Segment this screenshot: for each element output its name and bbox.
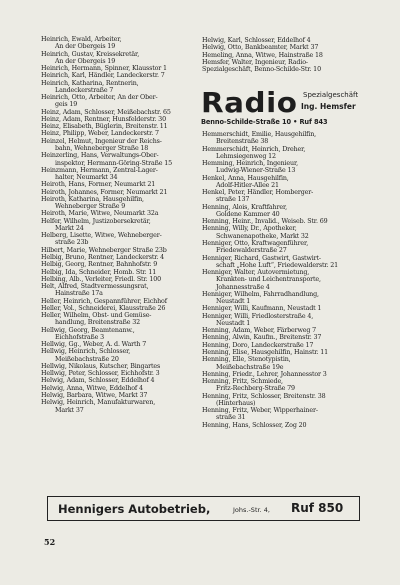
directory-entry-line: Heinrich, Katharina, Rentnerin, <box>41 79 139 87</box>
directory-entry-line: Henning, Doro, Landeckerstraße 17 <box>202 341 314 349</box>
directory-entry-line: halter, Neumarkt 34 <box>55 174 118 182</box>
directory-entry-line: Henkel, Anna, Hausgehilfin, <box>202 174 289 182</box>
directory-entry-line: Heinrich, Karl, Händler, Landeckerstr. 7 <box>41 72 165 80</box>
directory-entry-line: An der Obergeis 19 <box>55 57 116 65</box>
directory-entry-line: Hellwig, Peter, Schlosser, Eichhofstr. 3 <box>41 370 160 378</box>
directory-entry-line: Heiroth, Hans, Former, Neumarkt 21 <box>41 181 156 189</box>
directory-entry-line: Meißebachstraße 19e <box>216 363 284 371</box>
directory-entry-line: Heinzerling, Hans, Verwaltungs-Ober- <box>41 152 159 160</box>
autobetrieb-ad-name: Hennigers Autobetrieb, <box>58 502 211 516</box>
directory-entry-line: Henning, Elle, Stenotypistin, <box>202 356 291 364</box>
directory-entry-line: Adolf-Hitler-Allee 21 <box>216 181 279 189</box>
directory-entry-line: Hemeling, Anna, Witwe, Hainstraße 18 <box>202 51 323 59</box>
autobetrieb-ad-address: Johs.-Str. 4, <box>233 506 270 514</box>
directory-entry-line: Breitenstraße 38 <box>216 138 269 146</box>
autobetrieb-ad-phone: Ruf 850 <box>291 501 344 515</box>
directory-entry-line: Helwig, Barbara, Witwe, Markt 37 <box>41 392 148 400</box>
radio-ad-address: Benno-Schilde-Straße 10 • Ruf 843 <box>201 118 328 126</box>
directory-entry-line: Helbig, Bruno, Rentner, Landeckerstr. 4 <box>41 253 165 261</box>
directory-entry-line: Heinzel, Helmut, Ingenieur der Reichs- <box>41 137 162 145</box>
directory-entry-line: Heinz, Philipp, Weber, Landeckerstr. 7 <box>41 130 159 138</box>
directory-entry-line: straße 23b <box>55 239 89 247</box>
directory-entry-line: Henning, Alois, Kraftfahrer, <box>202 203 288 211</box>
directory-entry-line: Heinrich, Ewald, Arbeiter, <box>41 36 122 43</box>
directory-entry-line: Heinrich, Hermann, Spinner, Klausstor 1 <box>41 65 167 73</box>
directory-entry-line: Hainstraße 17a <box>55 290 103 298</box>
directory-entry-line: schaft „Hohe Luft“, Friedewalderstr. 21 <box>216 261 339 269</box>
directory-entry-line: Henning, Fritz, Schmiede, <box>202 378 283 386</box>
directory-entry-line: Henniger, Walter, Autovermietung, <box>202 269 310 277</box>
directory-entry-line: Henning, Adam, Weber, Färberweg 7 <box>202 327 317 335</box>
directory-entry-line: Neustadt 1 <box>216 319 251 327</box>
directory-entry-line: Lehmsiegenweg 12 <box>216 152 276 160</box>
directory-entry-line: Hellwig, Gg., Weber, A. d. Warth 7 <box>41 341 147 349</box>
directory-entry-line: Henning, Fritz, Schlosser, Breitenstr. 38 <box>202 392 326 400</box>
right-column-bottom <box>202 131 362 429</box>
directory-entry-line: Helfer, Wilhelm, Justizobersekretär, <box>41 217 151 225</box>
directory-entry-line: Heller, Vol., Schneiderei, Klausstraße 26 <box>41 304 166 312</box>
directory-entry-line: Heinrich, Otto, Arbeiter, An der Ober- <box>41 94 158 102</box>
directory-entry-line: Heiroth, Johannes, Former, Neumarkt 21 <box>41 188 168 196</box>
directory-entry-line: Goldene Kammer 40 <box>216 210 280 218</box>
directory-entry-line: handlung, Breitenstraße 32 <box>55 319 140 327</box>
directory-entry-line: Helwig, Adam, Schlosser, Eddelhof 4 <box>41 377 155 385</box>
radio-ad-subtitle: Spezialgeschäft <box>303 91 359 99</box>
page-number: 52 <box>44 537 56 547</box>
directory-entry-line: Hemmerschidt, Emilie, Hausgehilfin, <box>202 131 317 138</box>
directory-entry-line: Helwig, Karl, Schlosser, Eddelhof 4 <box>202 37 311 44</box>
directory-entry-line: Henning, Willy, Dr., Apotheker, <box>202 225 297 233</box>
radio-advertisement <box>201 87 361 129</box>
radio-ad-owner: Ing. Hemsfer <box>301 102 356 111</box>
directory-entry-line: An der Obergeis 19 <box>55 43 116 51</box>
directory-entry-line: Hemsfer, Walter, Ingenieur, Radio- <box>202 58 308 66</box>
directory-entry-line: Landeckerstraße 7 <box>55 86 114 94</box>
directory-entry-line: Henning, Heinr., Invalid., Weiseb. Str. 69 <box>202 218 328 226</box>
right-column-top <box>202 37 362 73</box>
directory-entry-line: Hilbert, Marie, Wehneberger Straße 23b <box>41 246 167 254</box>
directory-entry-line: Markt 24 <box>55 224 84 232</box>
directory-entry-line: Heller, Wilhelm, Obst- und Gemüse- <box>41 312 152 320</box>
directory-entry-line: Henniger, Willi, Friedlosterstraße 4, <box>202 312 314 320</box>
directory-entry-line: Henniger, Richard, Gastwirt, Gastwirt- <box>202 254 321 262</box>
directory-entry-line: Spezialgeschäft, Benno-Schilde-Str. 10 <box>202 66 321 74</box>
directory-entry-line: Henning, Friedr., Lehrer, Johannesstor 3 <box>202 370 327 378</box>
directory-entry-line: Markt 37 <box>55 406 84 414</box>
directory-entry-line: Henniger, Willi, Kaufmann, Neustadt 1 <box>202 305 322 313</box>
directory-entry-line: Heinz, Adam, Rentner, Hunsfelderstr. 30 <box>41 115 166 123</box>
directory-entry-line: straße 31 <box>216 414 246 422</box>
directory-entry-line: Meißebachstraße 20 <box>55 355 119 363</box>
directory-entry-line: Neustadt 1 <box>216 298 251 306</box>
directory-entry-line: Hellwig, Georg, Beamtenanw., <box>41 326 135 334</box>
directory-entry-line: Heiroth, Marie, Witwe, Neumarkt 32a <box>41 210 159 218</box>
directory-entry-line: inspektor, Hermann-Göring-Straße 15 <box>55 159 172 167</box>
directory-entry-line: Hellwig, Nikolaus, Kutscher, Bingartes <box>41 362 161 370</box>
directory-entry-line: Henniger, Otto, Kraftwagenführer, <box>202 239 309 247</box>
directory-entry-line: Hemmerschidt, Heinrich, Dreher, <box>202 145 306 153</box>
directory-entry-line: Helbing, Alb., Verleiter, Friedl. Str. 100 <box>41 275 161 283</box>
directory-entry-line: Friedewalderstraße 27 <box>216 247 287 255</box>
directory-entry-line: Wehneberger Straße 9 <box>55 203 126 211</box>
directory-entry-line: Fritz-Rechberg-Straße 79 <box>216 385 295 393</box>
directory-entry-line: Hellwig, Heinrich, Schlosser, <box>41 348 131 356</box>
directory-entry-line: geis 19 <box>55 101 78 109</box>
directory-entry-line: Helbig, Ida, Schneider, Homb. Str. 11 <box>41 268 157 276</box>
directory-entry-line: Helberg, Lisette, Witwe, Wehneberger- <box>41 232 162 240</box>
left-column <box>41 36 206 414</box>
directory-entry-line: bahn, Wehneberger Straße 18 <box>55 144 149 152</box>
directory-entry-line: Helwig, Otto, Bankbeamter, Markt 37 <box>202 44 319 52</box>
directory-entry-line: Heinz, Adam, Schlosser, Meißebachstr. 65 <box>41 108 171 116</box>
directory-entry-line: Henniger, Wilhelm, Fahrradhandlung, <box>202 290 319 298</box>
directory-entry-line: Heller, Heinrich, Gespannführer, Eichhof <box>41 297 167 305</box>
directory-entry-line: Heiroth, Katharina, Hausgehilfin, <box>41 195 144 203</box>
directory-entry-line: Ludwig-Wiener-Straße 13 <box>216 167 296 175</box>
directory-entry-line: Heinrich, Gustav, Kreissekretär, <box>41 50 140 58</box>
autobetrieb-advertisement <box>47 496 360 521</box>
directory-entry-line: Helt, Alfred, Stadtvermessungsrat, <box>41 283 149 291</box>
directory-entry-line: Hemming, Heinrich, Ingenieur, <box>202 160 299 168</box>
directory-entry-line: Heinzmann, Hermann, Zentral-Lager- <box>41 166 158 174</box>
directory-entry-line: Henning, Elise, Hausgehilfin, Hainstr. 11 <box>202 348 329 356</box>
directory-entry-line: Schwanenapotheke, Markt 32 <box>216 232 309 240</box>
directory-entry-line: Henning, Hans, Schlosser, Zog 20 <box>202 421 307 429</box>
directory-entry-line: Helwig, Heinrich, Manufakturwaren, <box>41 399 156 407</box>
directory-entry-line: Helwig, Anna, Witwe, Eddelhof 4 <box>41 384 143 392</box>
directory-entry-line: Helbig, Georg, Rentner, Bahnhofstr. 9 <box>41 261 158 269</box>
directory-entry-line: Krankten- und Leichentransporte, <box>216 276 321 284</box>
directory-entry-line: Eichhofstraße 3 <box>55 333 104 341</box>
directory-entry-line: Johannesstraße 4 <box>216 283 270 291</box>
directory-entry-line: straße 137 <box>216 196 250 204</box>
directory-entry-line: Henkel, Peter, Händler, Homberger- <box>202 189 314 197</box>
directory-entry-line: Henning, Fritz, Weber, Wipperhainer- <box>202 407 318 415</box>
directory-entry-line: Heinz, Elisabeth, Büglerin, Breitenstr. 11 <box>41 123 168 131</box>
directory-entry-line: (Hinterhaus) <box>216 399 256 407</box>
radio-ad-headline: Radio <box>201 86 298 119</box>
directory-entry-line: Henning, Alwin, Kaufm., Breitenstr. 37 <box>202 334 322 342</box>
